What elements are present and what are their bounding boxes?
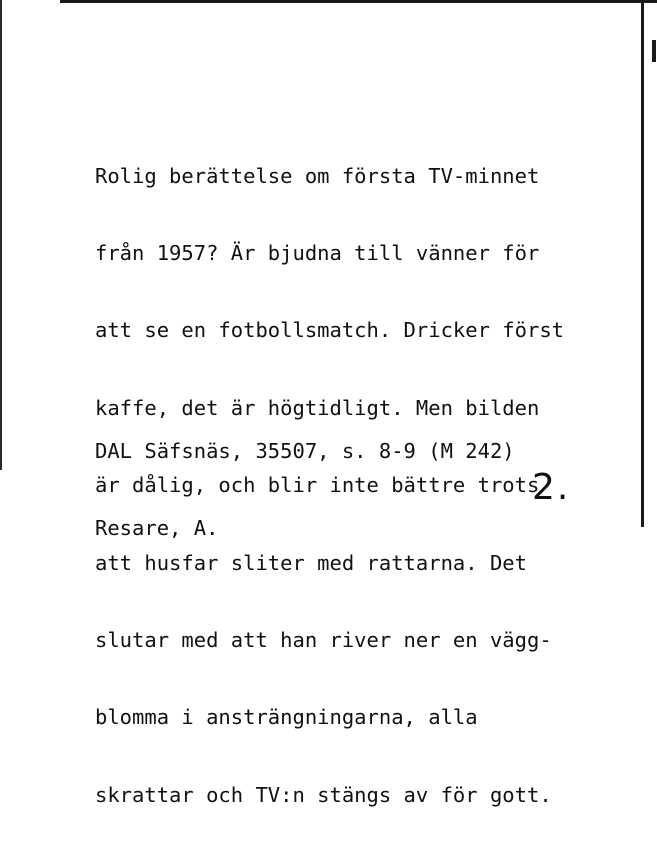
- page-number: 2.: [532, 467, 571, 508]
- summary-line: från 1957? Är bjudna till vänner för: [95, 240, 540, 265]
- summary-line: att husfar sliter med rattarna. Det: [95, 550, 527, 575]
- source-reference: [95, 387, 515, 593]
- card-right-edge: [641, 0, 644, 527]
- summary-line: skrattar och TV:n stängs av för gott.: [95, 782, 552, 807]
- summary-line: blomma i ansträngningarna, alla: [95, 705, 478, 730]
- summary-line: att se en fotbollsmatch. Dricker först: [95, 318, 564, 343]
- card-edge-mark: [652, 40, 656, 62]
- source-location-line: DAL Säfsnäs, 35507, s. 8-9 (M 242): [95, 438, 515, 463]
- summary-line: är dålig, och blir inte bättre trots: [95, 473, 540, 498]
- summary-line: kaffe, det är högtidligt. Men bilden: [95, 395, 540, 420]
- summary-line: slutar med att han river ner en vägg-: [95, 627, 552, 652]
- card-left-edge: [0, 0, 2, 470]
- card-top-edge: [60, 0, 657, 3]
- summary-line: Rolig berättelse om första TV-minnet: [95, 163, 540, 188]
- source-author-line: Resare, A.: [95, 515, 219, 540]
